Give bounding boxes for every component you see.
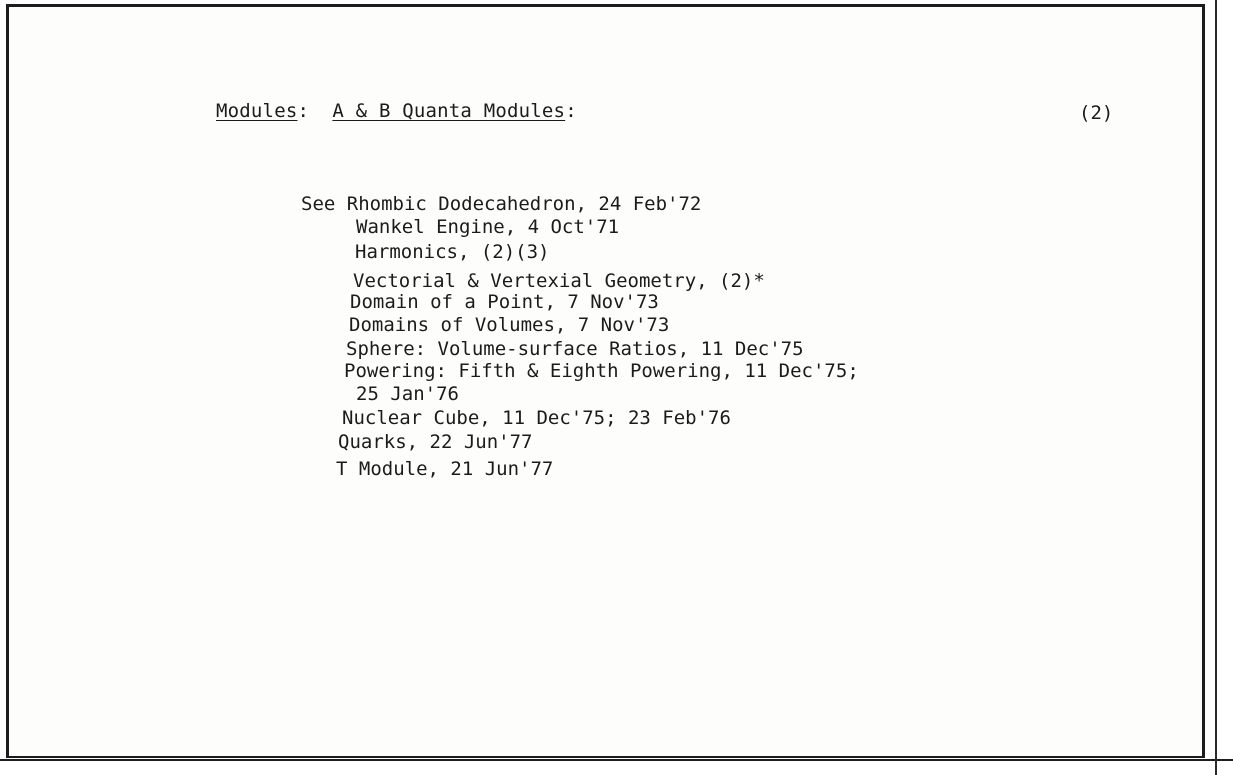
reference-line-9: 25 Jan'76 xyxy=(356,383,459,405)
reference-line-6: Domains of Volumes, 7 Nov'73 xyxy=(349,314,670,336)
reference-line-11: Quarks, 22 Jun'77 xyxy=(338,431,533,453)
reference-line-4: Vectorial & Vertexial Geometry, (2)* xyxy=(353,270,765,292)
reference-line-8: Powering: Fifth & Eighth Powering, 11 Dec'75; xyxy=(344,360,859,382)
heading-subtitle-colon: : xyxy=(565,100,577,122)
card-heading xyxy=(216,100,577,122)
reference-line-5: Domain of a Point, 7 Nov'73 xyxy=(350,291,659,313)
heading-colon: : xyxy=(297,100,310,122)
reference-line-7: Sphere: Volume-surface Ratios, 11 Dec'75 xyxy=(346,338,804,360)
reference-line-1: See Rhombic Dodecahedron, 24 Feb'72 xyxy=(301,193,702,215)
reference-line-3: Harmonics, (2)(3) xyxy=(355,241,550,263)
heading-subtitle: A & B Quanta Modules xyxy=(332,100,566,122)
reference-line-10: Nuclear Cube, 11 Dec'75; 23 Feb'76 xyxy=(342,407,731,429)
reference-line-12: T Module, 21 Jun'77 xyxy=(336,458,554,480)
reference-line-2: Wankel Engine, 4 Oct'71 xyxy=(356,216,620,238)
heading-label: Modules xyxy=(216,100,298,122)
bottom-rule xyxy=(0,759,1233,761)
right-edge-line xyxy=(1215,0,1217,775)
page-number: (2) xyxy=(1079,102,1114,124)
